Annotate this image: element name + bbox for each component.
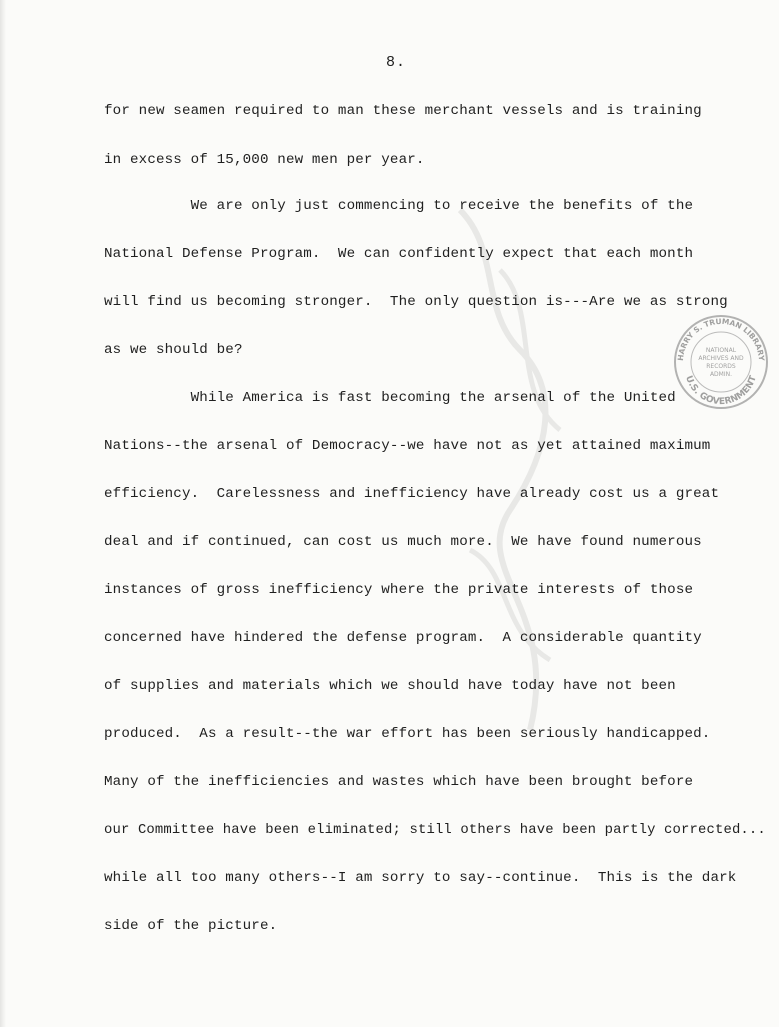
text-line-11: instances of gross inefficiency where the private interests of those bbox=[104, 582, 694, 598]
text-line-17: while all too many others--I am sorry to say--continue. This is the dark bbox=[104, 870, 737, 886]
archive-stamp bbox=[671, 312, 771, 412]
text-line-5: will find us becoming stronger. The only question is---Are we as strong bbox=[104, 294, 728, 310]
text-line-14: produced. As a result--the war effort has been seriously handicapped. bbox=[104, 726, 711, 742]
text-line-15: Many of the inefficiencies and wastes which have been brought before bbox=[104, 774, 694, 790]
reverse-side-bleed-through bbox=[440, 190, 590, 750]
text-line-18: side of the picture. bbox=[104, 918, 278, 934]
stamp-center-line-1: NATIONAL bbox=[705, 347, 737, 354]
text-line-2: in excess of 15,000 new men per year. bbox=[104, 152, 425, 168]
text-line-16: our Committee have been eliminated; still others have been partly corrected... bbox=[104, 822, 766, 838]
text-line-9: efficiency. Carelessness and inefficiency have already cost us a great bbox=[104, 486, 720, 502]
text-line-12: concerned have hindered the defense program. A considerable quantity bbox=[104, 630, 702, 646]
text-line-8: Nations--the arsenal of Democracy--we have not as yet attained maximum bbox=[104, 438, 711, 454]
svg-text:U.S. GOVERNMENT bbox=[683, 374, 759, 407]
stamp-top-text: HARRY S. TRUMAN LIBRARY bbox=[675, 316, 767, 362]
stamp-bottom-text: U.S. GOVERNMENT bbox=[683, 374, 759, 408]
page-edge-shadow bbox=[0, 0, 6, 1027]
text-line-7: While America is fast becoming the arsenal of the United bbox=[104, 390, 676, 406]
text-line-13: of supplies and materials which we should have today have not been bbox=[104, 678, 676, 694]
text-line-6: as we should be? bbox=[104, 342, 243, 358]
text-line-3: We are only just commencing to receive the benefits of the bbox=[104, 198, 694, 214]
stamp-center-line-4: ADMIN. bbox=[709, 371, 733, 378]
page-number: 8. bbox=[386, 54, 407, 71]
stamp-center-line-3: RECORDS bbox=[706, 363, 736, 370]
text-line-4: National Defense Program. We can confidently expect that each month bbox=[104, 246, 694, 262]
text-line-10: deal and if continued, can cost us much more. We have found numerous bbox=[104, 534, 702, 550]
stamp-center-line-2: ARCHIVES AND bbox=[698, 355, 744, 362]
text-line-1: for new seamen required to man these merchant vessels and is training bbox=[104, 103, 702, 119]
